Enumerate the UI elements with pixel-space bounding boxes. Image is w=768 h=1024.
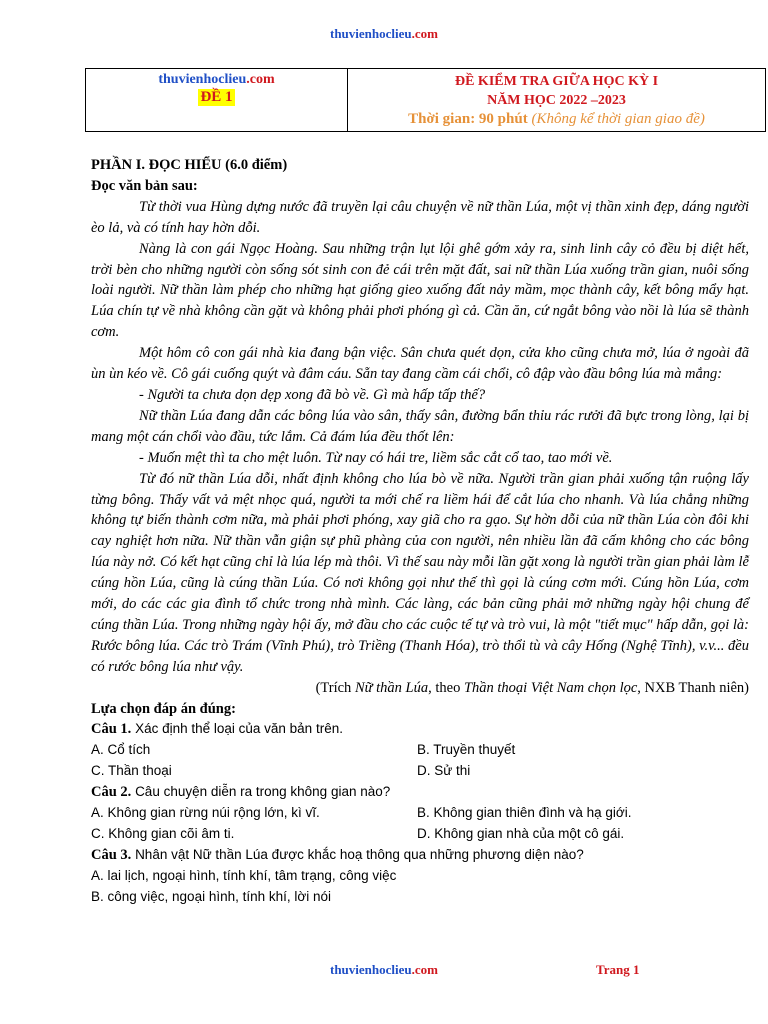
page-footer [0, 962, 768, 982]
answer-option: C. Thần thoại [91, 763, 172, 779]
school-year: NĂM HỌC 2022 –2023 [487, 93, 626, 108]
question-2-options-row [91, 803, 749, 824]
passage-dialogue: - Muốn mệt thì ta cho mệt luôn. Từ nay có hái tre, liềm sắc cắt cổ tao, tao mới về. [139, 449, 613, 466]
answer-option: C. Không gian cõi âm ti. [91, 826, 235, 841]
passage-dialogue: - Người ta chưa dọn dẹp xong đã bò về. Gì mà hấp tấp thế? [139, 386, 486, 403]
exam-title: ĐỀ KIỂM TRA GIỮA HỌC KỲ I [454, 74, 659, 89]
exam-body [91, 155, 749, 908]
exam-number: ĐỀ 1 [200, 89, 233, 105]
site-watermark-top: thuvienhoclieu.com [330, 26, 438, 41]
passage-paragraph: Từ đó nữ thần Lúa dỗi, nhất định không cho lúa bò về nữa. Người trần gian phải xuống tận ruộng lấy từng bông. Thấy vất vả mệt nhọc quá, người ta mới chế ra liềm hái để cắt lúa cho nhanh. Và lúa chẳng những không tự biến thành cơm nữa, mà phải phơi phóng, xay giã cho ra gạo. Sự hờn dỗi của nữ thần Lúa còn đôi khi cay nghiệt hơn nữa. Nữ thần vẫn giận sự phũ phàng của con người, nên nhiều lần đã cấm không cho các bông lúa này nở. Có kết hạt cũng chỉ là lúa lép mà thôi. Vì thế sau này mỗi lần gặt xong là người trần gian phải làm lễ cúng hồn Lúa, cũng là cúng thần Lúa. Có nơi không gọi như thế thì gọi là cúng cơm mới. Cúng hồn Lúa, cơm mới, do các các gia đình tổ chức trong nhà mình. Các làng, các bản cũng phải mở những ngày hội chung để cúng thần Lúa. Trong những ngày hội ấy, mở đầu cho các cuộc tế tự và trò vui, là một "tiết mục" hấp dẫn, gọi là: Rước bông lúa. Các trò Trám (Vĩnh Phú), trò Triềng (Thanh Hóa), trò thổi tù và cây Hống (Nghệ Tĩnh), v.v... đều có rước bông lúa như vậy. [91, 470, 749, 675]
answer-option: D. Không gian nhà của một cô gái. [417, 826, 625, 841]
exam-time-note: (Không kể thời gian giao đề) [531, 111, 705, 127]
answer-option: B. công việc, ngoại hình, tính khí, lời nói [91, 888, 331, 904]
question-2-options-row [91, 824, 749, 845]
question-1: Câu 1. Xác định thể loại của văn bản trên. [91, 721, 343, 738]
question-2: Câu 2. Câu chuyện diễn ra trong không gian nào? [91, 784, 391, 801]
answer-option: A. Không gian rừng núi rộng lớn, kì vĩ. [91, 805, 320, 821]
site-watermark-bottom: thuvienhoclieu.com [330, 962, 438, 977]
answer-option: B. Truyền thuyết [417, 742, 516, 758]
read-label: Đọc văn bản sau: [91, 177, 198, 194]
answer-option: A. lai lịch, ngoại hình, tính khí, tâm trạng, công việc [91, 867, 397, 883]
question-1-options-row [91, 740, 749, 761]
passage-paragraph: Từ thời vua Hùng dựng nước đã truyền lại câu chuyện về nữ thần Lúa, một vị thần xinh đẹp, dáng người èo lả, và có tính hay hờn dỗi. [91, 198, 749, 236]
answer-option: B. Không gian thiên đình và hạ giới. [417, 805, 632, 821]
header-right-cell [348, 69, 765, 131]
question-3: Câu 3. Nhân vật Nữ thần Lúa được khắc hoạ thông qua những phương diện nào? [91, 846, 584, 863]
passage-paragraph: Nàng là con gái Ngọc Hoàng. Sau những trận lụt lội ghê gớm xảy ra, sinh linh cây cỏ đều bị diệt hết, trời bèn cho những người còn sống sót sinh con đẻ cái trên mặt đất, sai nữ thần Lúa xuống trần gian, nuôi sống loài người. Nữ thần làm phép cho những hạt giống gieo xuống đất nảy mầm, mọc thành cây, kết bông mẩy hạt. Lúa chín tự về nhà không cần gặt và không phải phơi phóng gì cả. Cần ăn, cứ ngắt bông vào nồi là lúa sẽ thành cơm. [91, 240, 749, 341]
passage-paragraph: Nữ thần Lúa đang dẫn các bông lúa vào sân, thấy sân, đường bẩn thỉu rác rưởi đã bực trong lòng, lại bị mang một cán chổi vào đầu, tức lắm. Cả đám lúa đều thốt lên: [91, 407, 749, 445]
section-heading: PHẦN I. ĐỌC HIỂU (6.0 điểm) [91, 157, 288, 173]
answer-option: D. Sử thi [417, 763, 471, 779]
header-site-name: thuvienhoclieu.com [158, 72, 275, 87]
passage-source: (Trích Nữ thần Lúa, theo Thần thoại Việt Nam chọn lọc, NXB Thanh niên) [315, 679, 749, 696]
passage-paragraph: Một hôm cô con gái nhà kia đang bận việc. Sân chưa quét dọn, cửa kho cũng chưa mở, lúa ở ngoài đã ùn ùn kéo về. Cô gái cuống quýt và đâm cáu. Sẵn tay đang cầm cái chổi, cô đập vào đầu bông lúa mà mắng: [91, 345, 749, 383]
choose-label: Lựa chọn đáp án đúng: [91, 700, 236, 717]
exam-header-table [85, 68, 766, 132]
question-1-options-row [91, 761, 749, 782]
exam-time: Thời gian: 90 phút (Không kể thời gian giao đề) [408, 111, 705, 127]
page-number: Trang 1 [596, 962, 640, 977]
header-left-cell [86, 69, 348, 131]
answer-option: A. Cổ tích [91, 742, 151, 758]
